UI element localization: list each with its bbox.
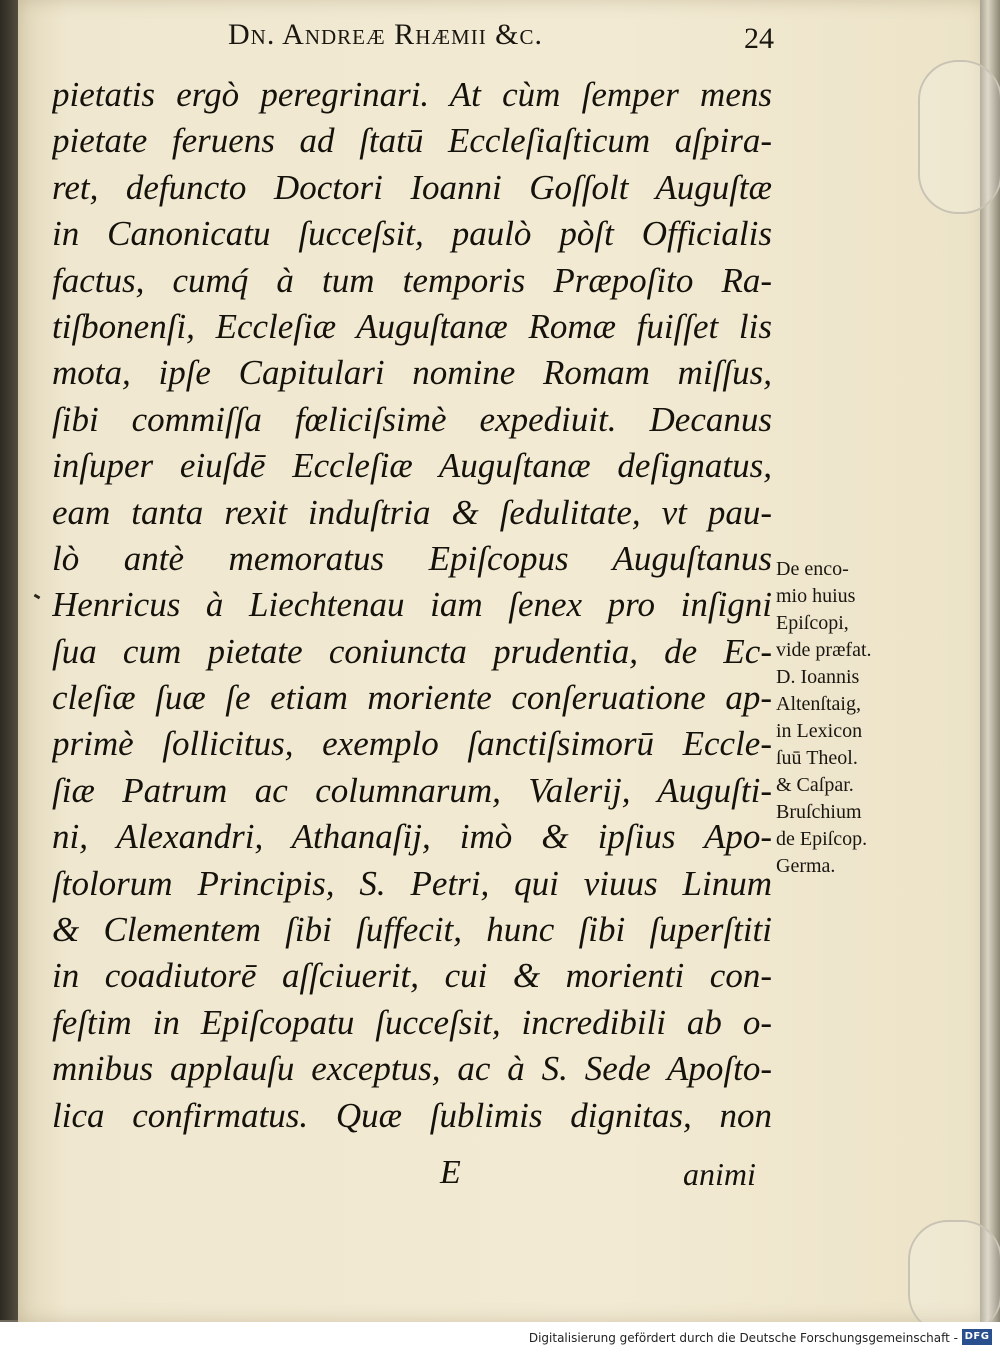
catchword: animi	[683, 1156, 756, 1192]
marginal-note-line: Epiſcopi,	[776, 612, 849, 634]
text-line: pietatis ergò peregrinari. At cùm ſemper mens	[52, 75, 772, 114]
marginal-note-line: Germa.	[776, 855, 836, 877]
marginal-note	[776, 556, 916, 880]
text-line: eam tanta rexit induſtria & ſedulitate, vt pau-	[52, 492, 772, 532]
marginal-note-line: in Lexicon	[776, 720, 863, 742]
marginal-note-line: De enco-	[776, 558, 849, 580]
marginal-note-line: vide præfat.	[776, 639, 872, 661]
text-line: ſibi commiſſa fœliciſsimè expediuit. Decanus	[52, 399, 772, 439]
marginal-note-line: Altenſtaig,	[776, 693, 861, 715]
text-line: ſua cum pietate coniuncta prudentia, de Ec-	[52, 631, 772, 671]
dfg-logo-icon: DFG	[962, 1329, 992, 1345]
digitization-credit: Digitalisierung gefördert durch die Deutsche Forschungsgemeinschaft -	[528, 1331, 958, 1345]
page-holder-clip-bottom	[908, 1220, 1000, 1334]
text-line: ret, defuncto Doctori Ioanni Goſſolt Auguſtæ	[52, 167, 772, 207]
text-line: inſuper eiuſdē Eccleſiæ Auguſtanæ deſignatus,	[52, 446, 772, 486]
text-line: pietate feruens ad ſtatū Eccleſiaſticum aſpira-	[52, 121, 772, 161]
marginal-note-line: & Caſpar.	[776, 774, 854, 796]
text-line: in Canonicatu ſucceſsit, paulò pòſt Officialis	[52, 214, 772, 254]
marginal-note-line: de Epiſcop.	[776, 828, 868, 850]
text-line: feſtim in Epiſcopatu ſucceſsit, incredibili ab o-	[52, 1002, 772, 1042]
marginal-note-line: Bruſchium	[776, 801, 862, 823]
text-line: ſtolorum Principis, S. Petri, qui viuus Linum	[52, 863, 772, 903]
main-text-block	[52, 72, 772, 1139]
text-line: cleſiæ ſuæ ſe etiam moriente conſeruatione ap-	[52, 678, 772, 718]
text-line: lica confirmatus. Quæ ſublimis dignitas, non	[52, 1095, 772, 1135]
text-line: tiſbonenſi, Eccleſiæ Auguſtanæ Romæ fuiſſet lis	[52, 306, 772, 346]
text-line: factus, cumq́ à tum temporis Præpoſito Ra-	[52, 260, 772, 300]
text-line: in coadiutorē aſſciuerit, cui & morienti con-	[52, 956, 772, 996]
text-line: ſiæ Patrum ac columnarum, Valerij, Auguſti-	[52, 770, 772, 810]
signature-mark: E	[440, 1154, 461, 1191]
text-line: mnibus applauſu exceptus, ac à S. Sede Apoſto-	[52, 1049, 772, 1089]
text-line: Henricus à Liechtenau iam ſenex pro inſigni	[52, 585, 772, 625]
marginal-note-line: mio huius	[776, 585, 856, 607]
marginal-note-line: D. Ioannis	[776, 666, 860, 688]
running-head: Dn. Andreæ Rhæmii &c.	[228, 18, 544, 51]
marginal-note-line: ſuū Theol.	[776, 747, 858, 769]
text-line: ni, Alexandri, Athanaſij, imò & ipſius Apo-	[52, 817, 772, 857]
text-line: mota, ipſe Capitulari nomine Romam miſſus,	[52, 353, 772, 393]
text-line: & Clementem ſibi ſuffecit, hunc ſibi ſuperſtiti	[52, 910, 772, 950]
text-line: primè ſollicitus, exemplo ſanctiſsimorū Eccle-	[52, 724, 772, 764]
text-line: lò antè memoratus Epiſcopus Auguſtanus	[52, 538, 772, 578]
page-holder-clip-top	[918, 60, 1000, 214]
page-number: 24	[744, 22, 774, 55]
